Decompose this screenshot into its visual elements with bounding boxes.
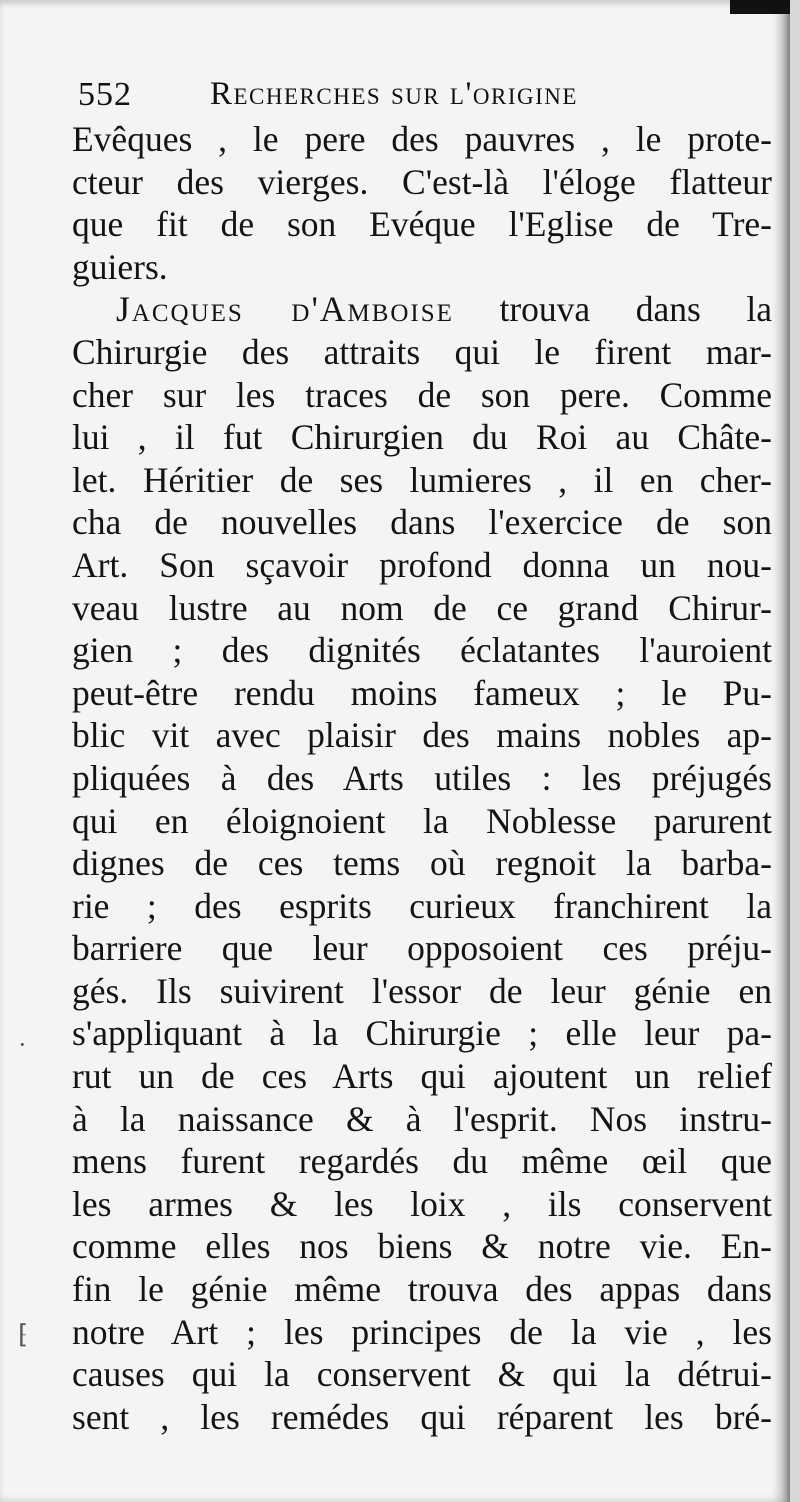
text-line: Evêques , le pere des pauvres , le prote- <box>72 119 772 159</box>
text-line: cher sur les traces de son pere. Comme <box>72 374 772 415</box>
paragraph-2 <box>72 288 772 1438</box>
paragraph-2-lines <box>72 331 772 1438</box>
page-corner-shadow <box>730 0 790 14</box>
text-line: qui en éloignoient la Noblesse parurent <box>72 800 772 841</box>
text-line: causes qui la conservent & qui la détrui- <box>72 1354 772 1395</box>
margin-bracket: ⁅ <box>18 1320 29 1349</box>
text-line: lui , il fut Chirurgien du Roi au Châte- <box>72 417 772 458</box>
margin-dot: · <box>18 1030 27 1059</box>
text-line: rie ; des esprits curieux franchirent la <box>72 885 772 926</box>
paragraph-2-first-line <box>72 288 772 331</box>
text-line: sent , les remédes qui réparent les bré- <box>72 1396 772 1437</box>
text-line: blic vit avec plaisir des mains nobles ap- <box>72 715 772 756</box>
text-line: cteur des vierges. C'est-là l'éloge flatteur <box>72 161 772 202</box>
text-line: guiers. <box>72 246 168 287</box>
text-line: que fit de son Evéque l'Eglise de Tre- <box>72 204 772 245</box>
body-text <box>72 118 772 1438</box>
text-line: les armes & les loix , ils conservent <box>72 1183 772 1224</box>
text-line: s'appliquant à la Chirurgie ; elle leur pa- <box>72 1013 772 1054</box>
paragraph-1 <box>72 118 772 288</box>
lead-name: Jacques d'Amboise <box>116 289 454 330</box>
text-line: pliquées à des Arts utiles : les préjugés <box>72 757 772 798</box>
running-head-title: Recherches sur l'origine <box>210 76 578 112</box>
text-line: gien ; des dignités éclatantes l'auroient <box>72 630 772 671</box>
text-line: barriere que leur opposoient ces préju- <box>72 928 772 969</box>
text-line: let. Héritier de ses lumieres , il en cher- <box>72 459 772 500</box>
page-edge-shadow <box>772 0 790 1502</box>
text-line: gés. Ils suivirent l'essor de leur génie en <box>72 970 772 1011</box>
text-line: veau lustre au nom de ce grand Chirur- <box>72 587 772 628</box>
text-line: Art. Son sçavoir profond donna un nou- <box>72 544 772 585</box>
text-line: mens furent regardés du même œil que <box>72 1141 772 1182</box>
text-line: à la naissance & à l'esprit. Nos instru- <box>72 1098 772 1139</box>
text-line: rut un de ces Arts qui ajoutent un relief <box>72 1056 772 1097</box>
text-line: cha de nouvelles dans l'exercice de son <box>72 502 772 543</box>
page-number: 552 <box>78 76 132 113</box>
text-line: Chirurgie des attraits qui le firent mar- <box>72 331 772 372</box>
text-line: comme elles nos biens & notre vie. En- <box>72 1226 772 1267</box>
text-line: peut-être rendu moins fameux ; le Pu- <box>72 672 772 713</box>
text-line: fin le génie même trouva des appas dans <box>72 1269 772 1310</box>
text-line: notre Art ; les principes de la vie , les <box>72 1311 772 1352</box>
first-line-rest: trouva dans la <box>499 289 772 330</box>
text-line: dignes de ces tems où regnoit la barba- <box>72 843 772 884</box>
